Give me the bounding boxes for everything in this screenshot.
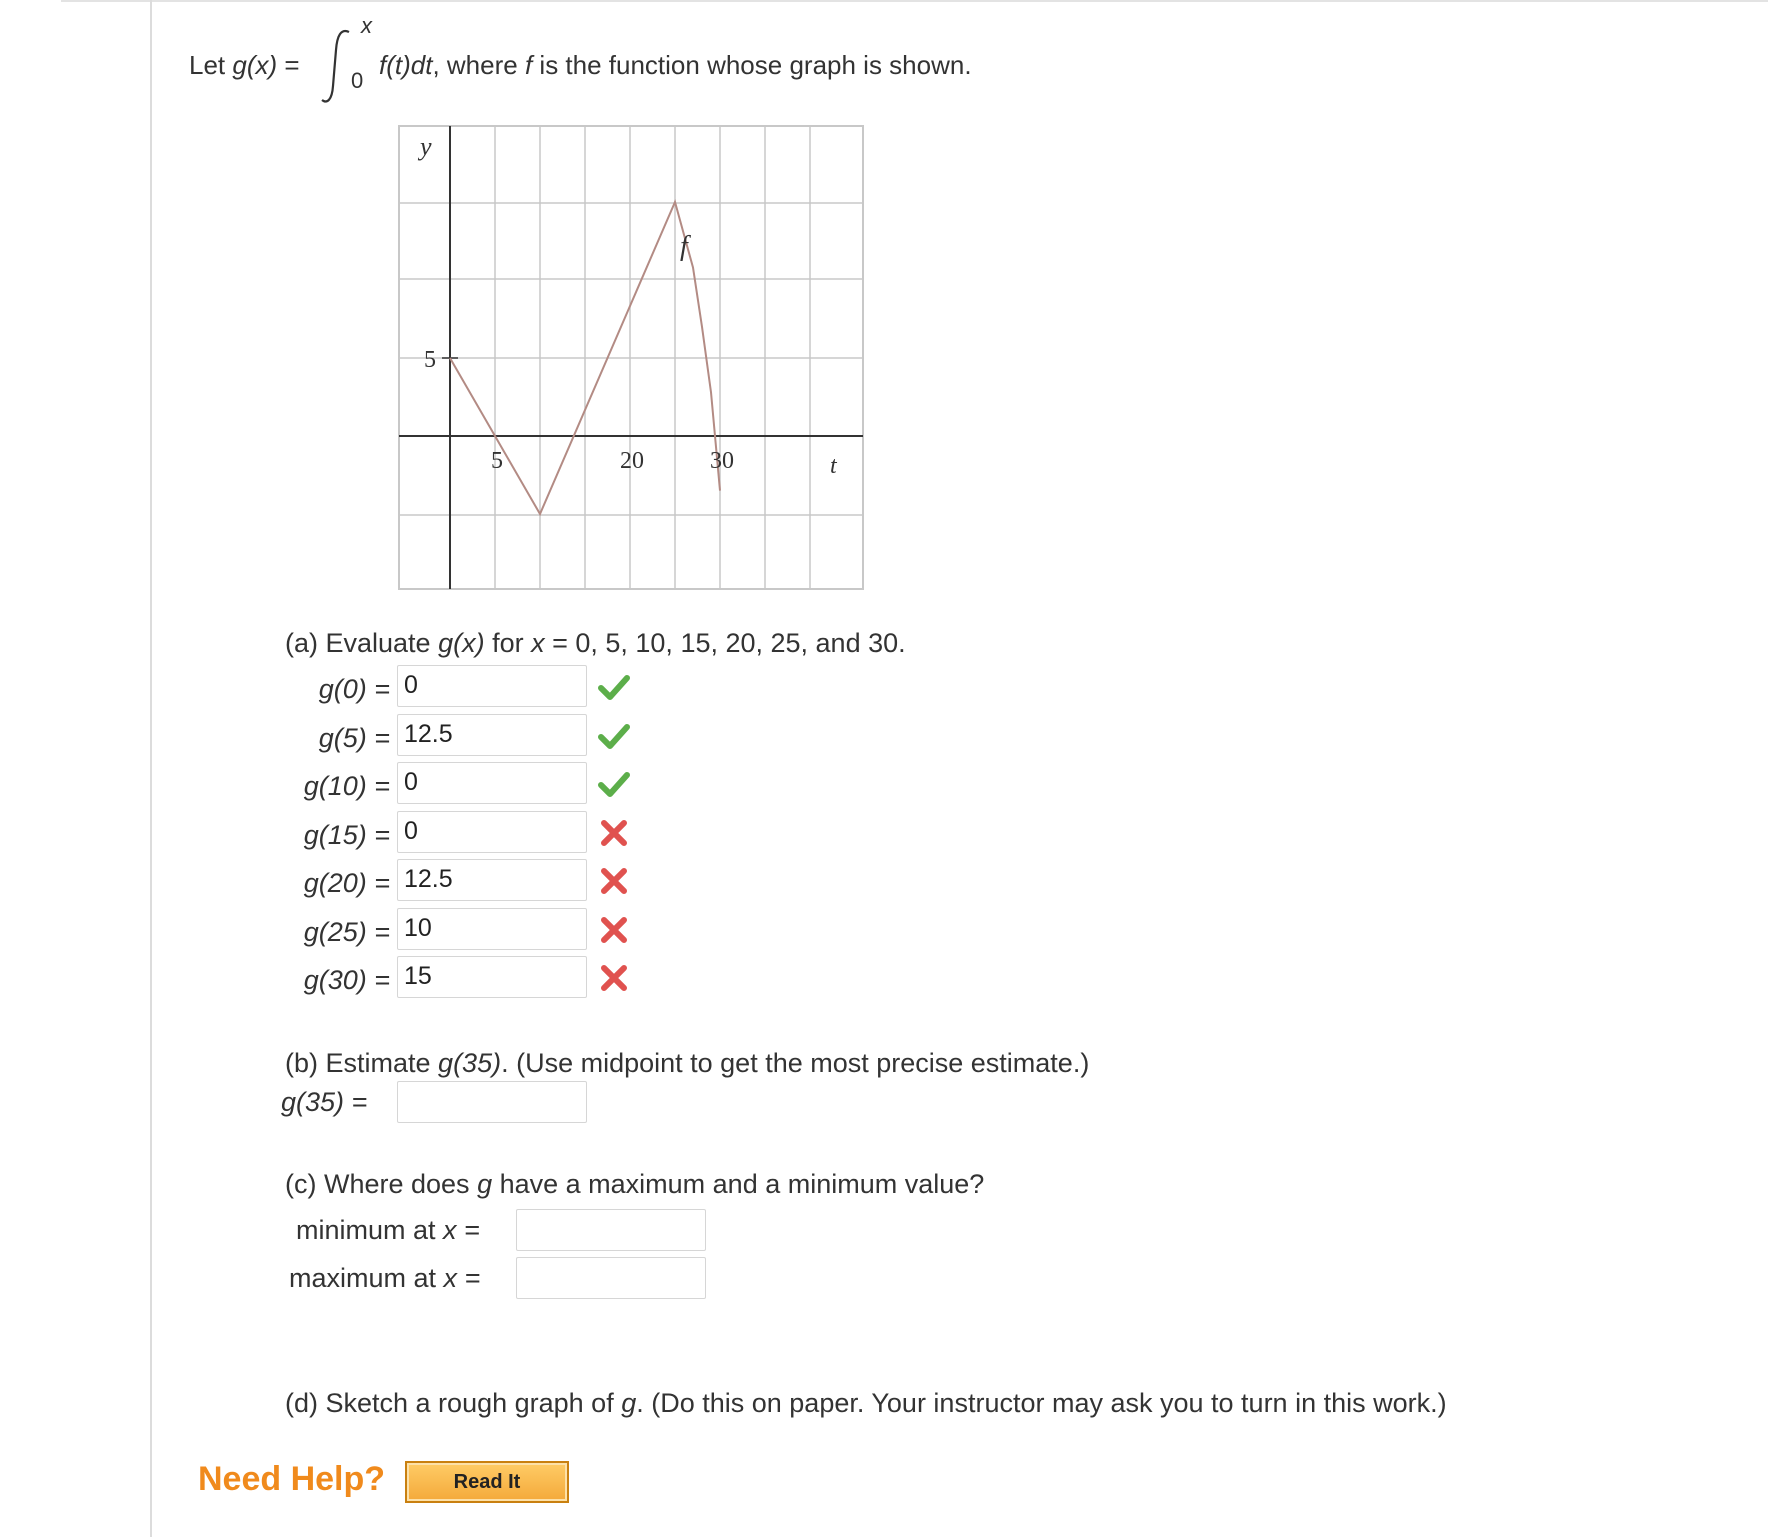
x-tick-20: 20 <box>620 448 644 474</box>
answer-input[interactable]: 0 <box>397 811 587 853</box>
checkmark-icon <box>597 670 631 704</box>
statement-prefix: Let <box>189 50 233 80</box>
g-label-row <box>150 715 390 759</box>
t-axis-label: t <box>830 453 837 479</box>
y-tick-5: 5 <box>424 347 436 373</box>
g-label-row <box>150 763 390 807</box>
cross-icon <box>597 864 631 898</box>
checkmark-icon <box>597 719 631 753</box>
g-label: g(10) = <box>303 771 390 801</box>
cross-icon <box>597 913 631 947</box>
g-label: g(5) = <box>318 722 390 753</box>
x-tick-30: 30 <box>710 448 734 474</box>
part-b-prompt: (b) Estimate g(35). (Use midpoint to get the most precise estimate.) <box>285 1048 1090 1078</box>
part-c-prompt: (c) Where does g have a maximum and a minimum value? <box>285 1169 985 1199</box>
answer-input[interactable]: 12.5 <box>397 714 587 756</box>
g-label: g(15) = <box>303 819 390 850</box>
graph-svg <box>398 125 864 590</box>
integral-sign-icon <box>319 26 359 106</box>
curve-label-f: f <box>680 231 688 262</box>
statement-f: f <box>524 50 533 80</box>
g-label-row <box>150 812 390 856</box>
g-label-row <box>150 860 390 904</box>
cross-icon <box>597 816 631 850</box>
minimum-label: minimum at x = <box>296 1215 480 1245</box>
y-axis-label: y <box>420 132 432 161</box>
g-label: g(20) = <box>303 868 390 898</box>
cross-icon <box>597 961 631 995</box>
statement-suffix2: is the function whose graph is shown. <box>532 50 972 80</box>
answer-input[interactable]: 10 <box>397 908 587 950</box>
answer-input[interactable]: 0 <box>397 665 587 707</box>
part-a-prompt: (a) Evaluate g(x) for x = 0, 5, 10, 15, 20, 25, and 30. <box>285 628 906 658</box>
answer-input[interactable]: 12.5 <box>397 859 587 901</box>
top-divider <box>61 0 1768 2</box>
g35-input[interactable] <box>397 1081 587 1123</box>
integral-lower-limit: 0 <box>351 68 364 93</box>
maximum-label: maximum at x = <box>289 1263 481 1293</box>
statement-gx: g(x) <box>232 50 278 80</box>
g-label: g(0) = <box>318 674 390 704</box>
statement-suffix: , where <box>432 50 525 80</box>
g-label-row <box>150 957 390 1001</box>
minimum-input[interactable] <box>516 1209 706 1251</box>
integral-upper-limit: x <box>361 13 372 38</box>
integrand: f(t)dt <box>379 50 433 80</box>
statement-equals: = <box>277 50 300 80</box>
answer-input[interactable]: 0 <box>397 762 587 804</box>
g-label: g(30) = <box>303 965 390 995</box>
g-label: g(25) = <box>303 916 390 947</box>
answer-input[interactable]: 15 <box>397 956 587 998</box>
g-label-row <box>150 909 390 953</box>
checkmark-icon <box>597 767 631 801</box>
g-label-row <box>150 666 390 710</box>
function-graph <box>398 125 864 590</box>
maximum-input[interactable] <box>516 1257 706 1299</box>
part-d-prompt: (d) Sketch a rough graph of g. (Do this on paper. Your instructor may ask you to turn in this work.) <box>285 1388 1447 1418</box>
read-it-button[interactable]: Read It <box>405 1461 569 1503</box>
need-help-label: Need Help? <box>198 1460 386 1498</box>
x-tick-5: 5 <box>491 448 503 474</box>
g35-label: g(35) = <box>281 1087 368 1117</box>
